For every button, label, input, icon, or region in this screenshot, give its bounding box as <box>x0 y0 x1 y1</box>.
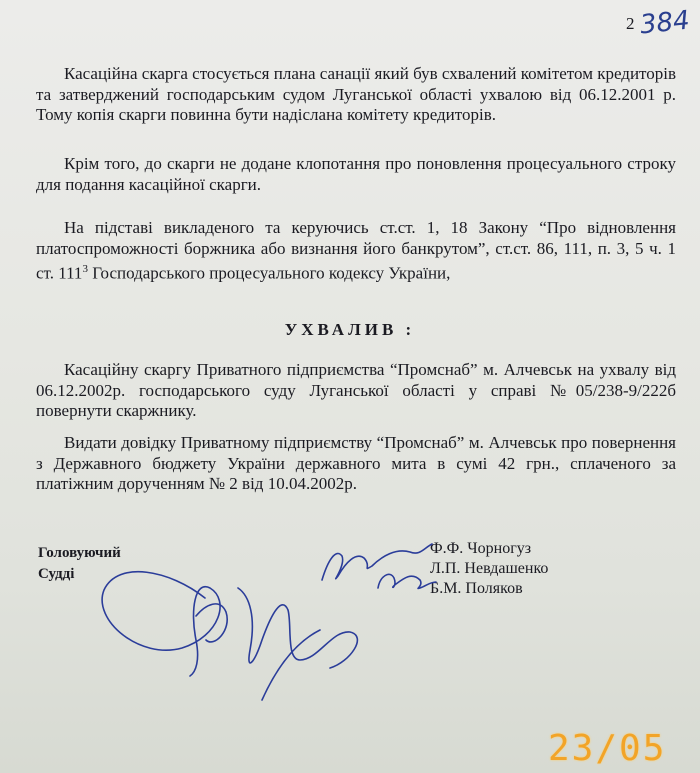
paragraph-return-complaint: Касаційну скаргу Приватного підприємства “Промснаб” м. Алчевськ на ухвалу від 06.12.2002р. господарського суду Луганської області у справі №05/238-9/222б повернути скаржнику. <box>36 360 676 420</box>
page-number: 2 <box>626 14 635 33</box>
signature-large-stroke <box>196 604 227 642</box>
signature-large-loop <box>102 572 220 676</box>
paragraph-issue-certificate: Видати довідку Приватному підприємству “Промснаб” м. Алчевськ про повернення з Державного бюджету України державного мита в сумі 42 грн., сплаченого за платіжним дорученням № 2 від 10.04.2002р. <box>36 433 676 493</box>
legal-basis-superscript: 3 <box>82 263 88 275</box>
ruling-heading: УХВАЛИВ : <box>284 320 416 339</box>
judges-label: Судді <box>38 566 75 582</box>
paragraph-missing-motion: Крім того, до скарги не додане клопотання про поновлення процесуального строку для подання касаційної скарги. <box>36 154 676 194</box>
presiding-judge-label: Головуючий <box>38 545 121 561</box>
photo-date-stamp: 23/05 <box>548 728 667 769</box>
legal-basis-text: На підставі викладеного та керуючись ст.ст. 1, 18 Закону “Про відновлення платоспроможності боржника або визнання його банкрутом”, ст.ст. 86, 111, п. 3, 5 ч. 1 ст. 111 <box>36 218 676 283</box>
handwritten-page-number: 384 <box>638 5 692 41</box>
signature-large-tail <box>238 588 357 668</box>
judge-name-1: Ф.Ф. Чорногуз <box>430 540 532 557</box>
judge-name-2: Л.П. Невдашенко <box>430 560 549 577</box>
judge-name-3: Б.М. Поляков <box>430 580 523 597</box>
paragraph-cassation-complaint: Касаційна скарга стосується плана санації який був схвалений комітетом кредиторів та затверджений господарським судом Луганської області ухвалою від 06.12.2001 р. Тому копія скарги повинна бути надіслана комітету кредиторів. <box>36 64 676 124</box>
legal-basis-text-end: Господарського процесуального кодексу України, <box>87 263 451 283</box>
signature-small-2 <box>378 574 436 588</box>
signature-small-1 <box>322 544 432 580</box>
